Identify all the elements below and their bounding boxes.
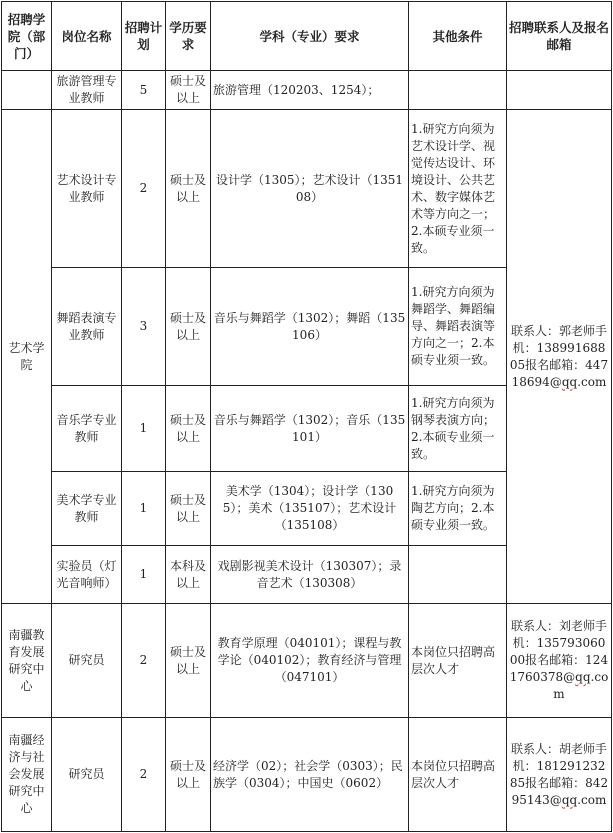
cell-major: 经济学（02）；社会学（0303）；民族学（0304）；中国史（0602） — [211, 718, 409, 832]
cell-contact-art — [507, 110, 612, 604]
header-other: 其他条件 — [409, 2, 507, 71]
cell-plan: 2 — [122, 110, 166, 268]
cell-major: 设计学（1305）；艺术设计（135108） — [211, 110, 409, 268]
table-row — [2, 718, 612, 832]
cell-plan: 1 — [122, 546, 166, 604]
header-dept: 招聘学院（部门） — [2, 2, 52, 71]
header-post: 岗位名称 — [52, 2, 122, 71]
cell-edu: 硕士及以上 — [166, 718, 211, 832]
cell-major: 旅游管理（120203、1254）； — [211, 71, 409, 110]
cell-post: 艺术设计专业教师 — [52, 110, 122, 268]
cell-dept: 南疆经济与社会发展研究中心 — [2, 718, 52, 832]
cell-plan: 1 — [122, 386, 166, 472]
cell-post: 研究员 — [52, 718, 122, 832]
cell-dept-art: 艺术学院 — [2, 110, 52, 604]
contact-text-end: .com — [577, 374, 607, 389]
cell-major: 教育学原理（040101）；课程与教学论（040102）；教育经济与管理（047101） — [211, 604, 409, 718]
cell-plan: 2 — [122, 604, 166, 718]
cell-major: 音乐与舞蹈学（1302）；音乐（135101） — [211, 386, 409, 472]
table-row — [2, 71, 612, 110]
table-row — [2, 604, 612, 718]
cell-edu: 本科及以上 — [166, 546, 211, 604]
recruitment-table — [1, 1, 612, 832]
cell-plan: 2 — [122, 718, 166, 832]
cell-major: 音乐与舞蹈学（1302）；舞蹈（135106） — [211, 268, 409, 386]
cell-contact — [507, 71, 612, 110]
cell-contact — [507, 604, 612, 718]
cell-plan: 1 — [122, 472, 166, 546]
cell-edu: 硕士及以上 — [166, 110, 211, 268]
cell-other: 1.研究方向须为艺术设计学、视觉传达设计、环境设计、公共艺术、数字媒体艺术等方向之一；2.本硕专业须一致。 — [409, 110, 507, 268]
cell-other: 1.研究方向须为舞蹈学、舞蹈编导、舞蹈表演等方向之一；2.本硕专业须一致。 — [409, 268, 507, 386]
email-domain: qq — [575, 670, 591, 684]
cell-contact — [507, 718, 612, 832]
cell-plan: 3 — [122, 268, 166, 386]
cell-edu: 硕士及以上 — [166, 386, 211, 472]
header-edu: 学历要求 — [166, 2, 211, 71]
cell-other — [409, 71, 507, 110]
cell-major: 美术学（1304）；设计学（1305）；美术（135107）；艺术设计（135108） — [211, 472, 409, 546]
cell-other: 本岗位只招聘高层次人才 — [409, 604, 507, 718]
contact-text: 联系人：郭老师手机：13899168805报名邮箱：44718694@ — [509, 323, 609, 389]
header-contact: 招聘联系人及报名邮箱 — [507, 2, 612, 71]
email-domain: qq — [561, 792, 578, 807]
contact-text: 联系人：胡老师手机：18129123285报名邮箱：84295143@ — [509, 741, 609, 807]
header-row — [2, 2, 612, 71]
cell-other: 1.研究方向须为陶艺方向；2.本硕专业须一致。 — [409, 472, 507, 546]
cell-post: 音乐学专业教师 — [52, 386, 122, 472]
cell-post: 舞蹈表演专业教师 — [52, 268, 122, 386]
table-row — [2, 110, 612, 268]
header-major: 学科（专业）要求 — [211, 2, 409, 71]
cell-other: 本岗位只招聘高层次人才 — [409, 718, 507, 832]
cell-post: 旅游管理专业教师 — [52, 71, 122, 110]
contact-text: 联系人：刘老师手机：13579306000报名邮箱：1241760378@ — [509, 619, 609, 684]
cell-edu: 硕士及以上 — [166, 472, 211, 546]
cell-edu: 硕士及以上 — [166, 71, 211, 110]
cell-major: 戏剧影视美术设计（130307）；录音艺术（130308） — [211, 546, 409, 604]
cell-dept: 南疆教育发展研究中心 — [2, 604, 52, 718]
header-plan: 招聘计划 — [122, 2, 166, 71]
email-domain: qq — [561, 374, 578, 389]
cell-other: 1.研究方向须为钢琴表演方向；2.本硕专业须一致。 — [409, 386, 507, 472]
cell-edu: 硕士及以上 — [166, 604, 211, 718]
contact-text-end: .com — [553, 670, 609, 701]
cell-plan: 5 — [122, 71, 166, 110]
cell-post: 实验员（灯光音响师） — [52, 546, 122, 604]
cell-other — [409, 546, 507, 604]
cell-dept — [2, 71, 52, 110]
contact-text-end: .com — [577, 792, 607, 807]
cell-post: 美术学专业教师 — [52, 472, 122, 546]
cell-post: 研究员 — [52, 604, 122, 718]
cell-edu: 硕士及以上 — [166, 268, 211, 386]
